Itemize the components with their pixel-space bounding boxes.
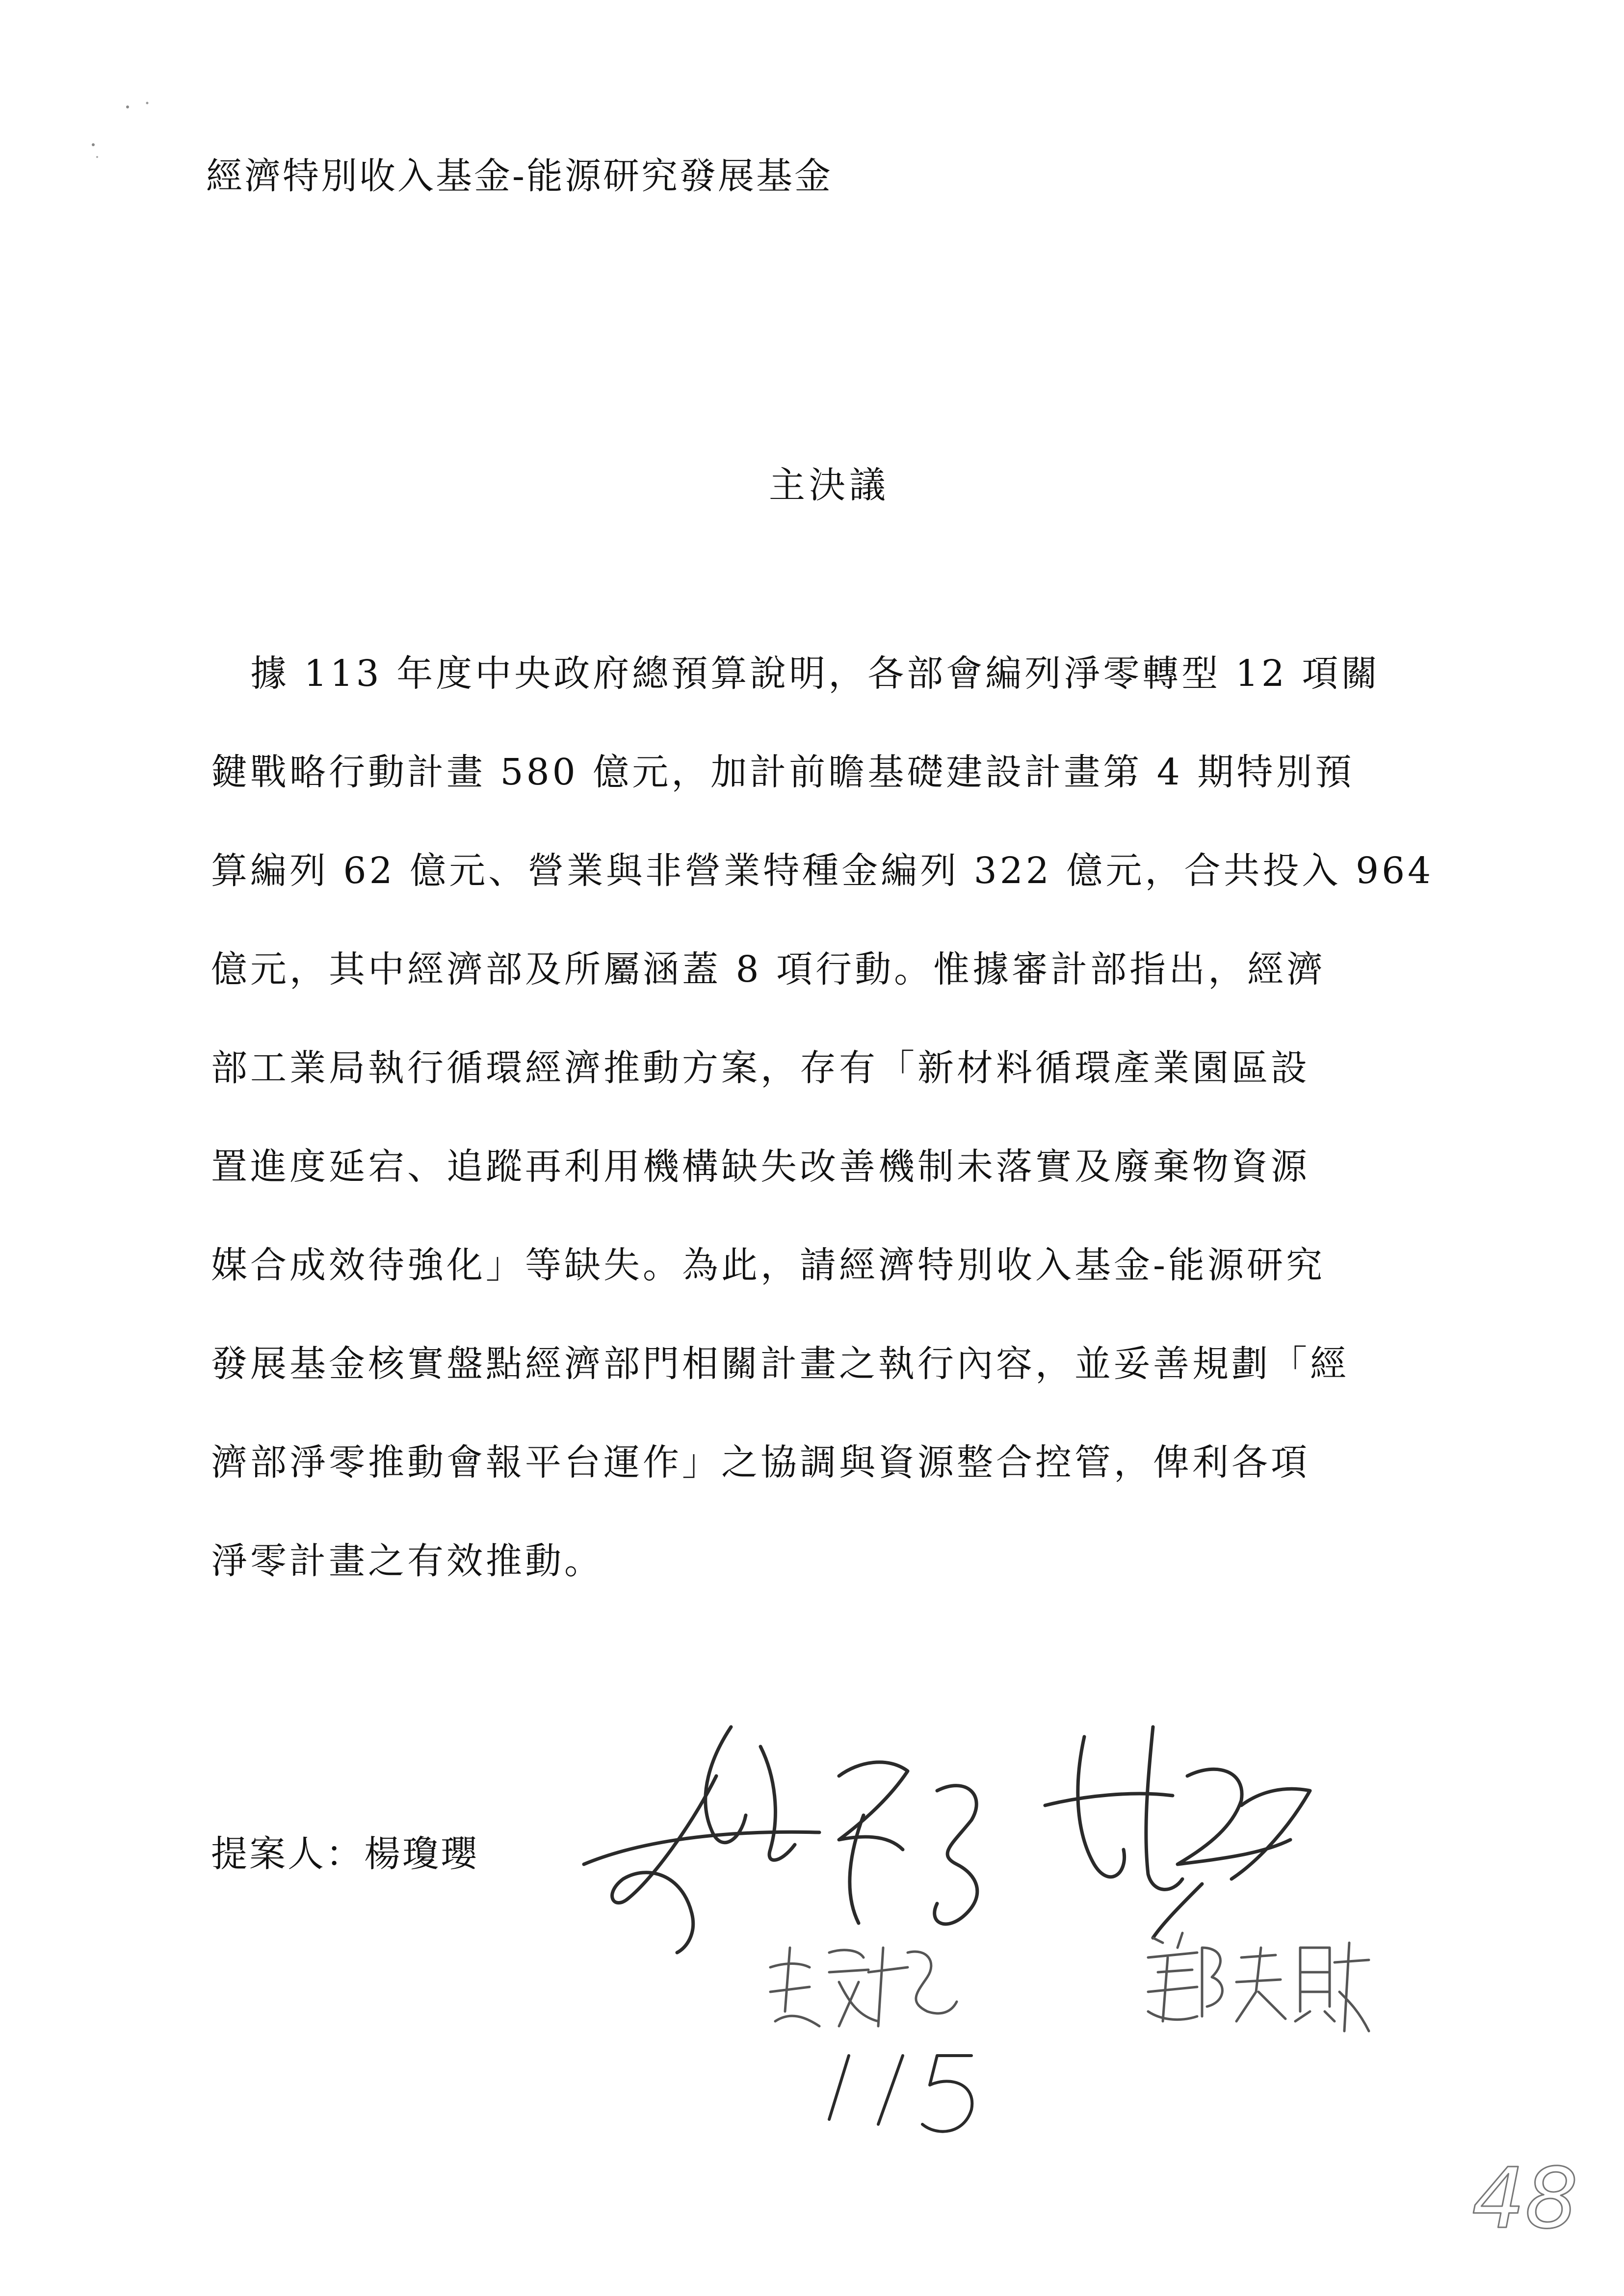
proposer-name: 楊瓊瓔 [364,1833,479,1875]
handwritten-number [829,2056,972,2132]
signature-proposer-cursive [584,1727,1310,1953]
signature-pencil-2 [1148,1933,1369,2031]
resolution-body [211,647,1447,1633]
proposer-line [211,1825,479,1877]
body-line: 淨零計畫之有效推動。 [211,1540,603,1582]
page-number-text: 48 [1472,2150,1578,2247]
body-line: 濟部淨零推動會報平台運作」之協調與資源整合控管，俾利各項 [211,1441,1310,1484]
handwritten-signatures [564,1717,1472,2159]
signature-pencil-1 [770,1948,957,2026]
handwritten-page-number [1462,2144,1590,2247]
body-line: 置進度延宕、追蹤再利用機構缺失改善機制未落實及廢棄物資源 [211,1146,1310,1188]
body-line: 算編列 62 億元、營業與非營業特種金編列 322 億元，合共投入 964 [211,850,1434,892]
body-line: 發展基金核實盤點經濟部門相關計畫之執行內容，並妥善規劃「經 [211,1343,1349,1385]
proposer-label: 提案人： [211,1833,364,1875]
body-line: 億元，其中經濟部及所屬涵蓋 8 項行動。惟據審計部指出，經濟 [211,948,1326,991]
fund-title: 經濟特別收入基金-能源研究發展基金 [206,155,833,197]
body-line: 部工業局執行循環經濟推動方案，存有「新材料循環產業園區設 [211,1047,1310,1089]
body-line: 媒合成效待強化」等缺失。為此，請經濟特別收入基金-能源研究 [211,1244,1326,1286]
resolution-heading: 主決議 [769,464,890,506]
body-line: 鍵戰略行動計畫 580 億元，加計前瞻基礎建設計畫第 4 期特別預 [211,751,1355,793]
body-line: 據 113 年度中央政府總預算說明，各部會編列淨零轉型 12 項關 [250,652,1381,695]
scan-speck-marks [83,98,162,167]
